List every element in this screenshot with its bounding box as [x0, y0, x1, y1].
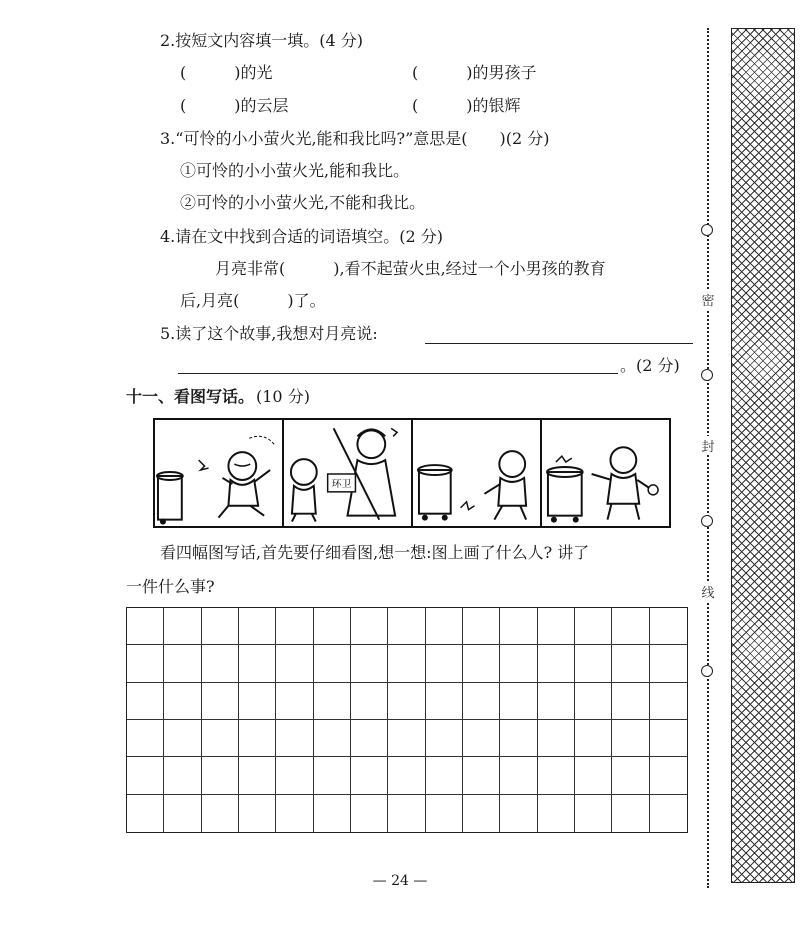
- grid-cell[interactable]: [314, 795, 351, 832]
- grid-cell[interactable]: [164, 683, 201, 720]
- section-11-title: 十一、看图写话。: [126, 387, 255, 406]
- grid-cell[interactable]: [500, 720, 537, 757]
- grid-cell[interactable]: [388, 757, 425, 794]
- grid-cell[interactable]: [314, 645, 351, 682]
- q4-line-2[interactable]: 后,月亮( )了。: [180, 291, 326, 310]
- grid-cell[interactable]: [127, 757, 164, 794]
- grid-cell[interactable]: [650, 608, 687, 645]
- grid-cell[interactable]: [575, 683, 612, 720]
- grid-cell[interactable]: [500, 645, 537, 682]
- grid-cell[interactable]: [463, 720, 500, 757]
- comic-panel-1: [155, 420, 284, 526]
- grid-cell[interactable]: [314, 608, 351, 645]
- grid-cell[interactable]: [202, 795, 239, 832]
- grid-cell[interactable]: [463, 645, 500, 682]
- grid-cell[interactable]: [276, 645, 313, 682]
- grid-cell[interactable]: [164, 795, 201, 832]
- grid-cell[interactable]: [239, 608, 276, 645]
- grid-cell[interactable]: [426, 720, 463, 757]
- grid-cell[interactable]: [426, 795, 463, 832]
- seal-char-2: 封: [700, 436, 716, 455]
- grid-cell[interactable]: [239, 645, 276, 682]
- q5-answer-line-1[interactable]: [425, 343, 693, 344]
- grid-cell[interactable]: [426, 757, 463, 794]
- grid-cell[interactable]: [538, 645, 575, 682]
- grid-cell[interactable]: [612, 720, 649, 757]
- binding-hole-1: [701, 224, 713, 236]
- grid-cell[interactable]: [127, 720, 164, 757]
- sanitation-sign-label: 环卫: [331, 478, 352, 490]
- seal-char-3: 线: [700, 582, 716, 601]
- grid-cell[interactable]: [612, 645, 649, 682]
- q3-option-1[interactable]: ①可怜的小小萤火光,能和我比。: [180, 161, 410, 180]
- grid-cell[interactable]: [276, 720, 313, 757]
- grid-cell[interactable]: [202, 757, 239, 794]
- grid-cell[interactable]: [164, 645, 201, 682]
- grid-cell[interactable]: [351, 757, 388, 794]
- comic-panel-4: [542, 420, 669, 526]
- grid-cell[interactable]: [202, 608, 239, 645]
- grid-cell[interactable]: [575, 720, 612, 757]
- grid-cell[interactable]: [426, 645, 463, 682]
- grid-cell[interactable]: [351, 683, 388, 720]
- comic-illustration-3: [413, 420, 540, 526]
- decorative-border-pattern: [731, 28, 795, 883]
- grid-cell[interactable]: [650, 720, 687, 757]
- grid-cell[interactable]: [463, 795, 500, 832]
- grid-cell[interactable]: [239, 795, 276, 832]
- grid-cell[interactable]: [239, 757, 276, 794]
- grid-cell[interactable]: [500, 683, 537, 720]
- grid-cell[interactable]: [650, 645, 687, 682]
- binding-hole-2: [701, 369, 713, 381]
- grid-cell[interactable]: [538, 720, 575, 757]
- grid-cell[interactable]: [650, 757, 687, 794]
- grid-cell[interactable]: [612, 683, 649, 720]
- grid-cell[interactable]: [276, 795, 313, 832]
- grid-cell[interactable]: [202, 645, 239, 682]
- grid-cell[interactable]: [239, 720, 276, 757]
- comic-panel-2: [284, 420, 413, 526]
- q4-line-1[interactable]: 月亮非常( ),看不起萤火虫,经过一个小男孩的教育: [215, 259, 606, 278]
- question-3-prompt[interactable]: 3.“可怜的小小萤火光,能和我比吗?”意思是( )(2 分): [160, 129, 550, 148]
- grid-cell[interactable]: [426, 683, 463, 720]
- grid-cell[interactable]: [426, 608, 463, 645]
- comic-panel-3: [413, 420, 542, 526]
- grid-cell[interactable]: [612, 795, 649, 832]
- page-number: — 24 —: [372, 873, 428, 889]
- grid-cell[interactable]: [314, 720, 351, 757]
- question-2-prompt: 2.按短文内容填一填。(4 分): [160, 31, 364, 50]
- grid-cell[interactable]: [612, 757, 649, 794]
- grid-cell[interactable]: [500, 757, 537, 794]
- grid-cell[interactable]: [388, 683, 425, 720]
- writing-instruction-line-2: 一件什么事?: [126, 577, 215, 596]
- comic-illustration-1: [155, 420, 282, 526]
- q2-blank-silver[interactable]: ( )的银辉: [412, 96, 521, 115]
- grid-cell[interactable]: [127, 683, 164, 720]
- grid-cell[interactable]: [314, 757, 351, 794]
- comic-illustration-4: [542, 420, 669, 526]
- grid-cell[interactable]: [351, 720, 388, 757]
- binding-hole-4: [701, 665, 713, 677]
- grid-cell[interactable]: [463, 683, 500, 720]
- q5-score: 。(2 分): [620, 356, 680, 375]
- grid-cell[interactable]: [575, 645, 612, 682]
- grid-cell[interactable]: [650, 795, 687, 832]
- comic-strip: [153, 418, 671, 528]
- grid-cell[interactable]: [164, 720, 201, 757]
- section-11-score: (10 分): [256, 387, 310, 406]
- grid-cell[interactable]: [314, 683, 351, 720]
- seal-dotted-line: [707, 28, 709, 888]
- grid-cell[interactable]: [612, 608, 649, 645]
- grid-cell[interactable]: [463, 608, 500, 645]
- grid-cell[interactable]: [575, 608, 612, 645]
- question-5-prompt: 5.读了这个故事,我想对月亮说:: [160, 324, 378, 343]
- q2-blank-boy[interactable]: ( )的男孩子: [412, 63, 537, 82]
- grid-cell[interactable]: [276, 608, 313, 645]
- grid-cell[interactable]: [127, 795, 164, 832]
- grid-cell[interactable]: [463, 757, 500, 794]
- grid-cell[interactable]: [575, 757, 612, 794]
- grid-cell[interactable]: [202, 720, 239, 757]
- writing-grid[interactable]: [126, 607, 688, 833]
- grid-cell[interactable]: [127, 608, 164, 645]
- q2-blank-clouds[interactable]: ( )的云层: [180, 96, 289, 115]
- grid-cell[interactable]: [239, 683, 276, 720]
- grid-cell[interactable]: [388, 608, 425, 645]
- q2-blank-light[interactable]: ( )的光: [180, 63, 273, 82]
- binding-hole-3: [701, 515, 713, 527]
- grid-cell[interactable]: [388, 795, 425, 832]
- grid-cell[interactable]: [575, 795, 612, 832]
- comic-illustration-2: [284, 420, 411, 526]
- grid-cell[interactable]: [538, 795, 575, 832]
- grid-cell[interactable]: [202, 683, 239, 720]
- grid-cell[interactable]: [388, 645, 425, 682]
- grid-cell[interactable]: [500, 795, 537, 832]
- question-4-prompt: 4.请在文中找到合适的词语填空。(2 分): [160, 227, 444, 246]
- grid-cell[interactable]: [388, 720, 425, 757]
- writing-instruction-line-1: 看四幅图写话,首先要仔细看图,想一想:图上画了什么人? 讲了: [160, 543, 590, 562]
- grid-cell[interactable]: [538, 757, 575, 794]
- grid-cell[interactable]: [538, 608, 575, 645]
- grid-cell[interactable]: [650, 683, 687, 720]
- grid-cell[interactable]: [276, 683, 313, 720]
- grid-cell[interactable]: [276, 757, 313, 794]
- seal-char-1: 密: [700, 290, 716, 309]
- q5-answer-line-2[interactable]: [178, 373, 618, 374]
- q3-option-2[interactable]: ②可怜的小小萤火光,不能和我比。: [180, 193, 426, 212]
- grid-cell[interactable]: [351, 795, 388, 832]
- grid-cell[interactable]: [164, 757, 201, 794]
- grid-cell[interactable]: [164, 608, 201, 645]
- grid-cell[interactable]: [538, 683, 575, 720]
- grid-cell[interactable]: [351, 608, 388, 645]
- grid-cell[interactable]: [127, 645, 164, 682]
- grid-cell[interactable]: [351, 645, 388, 682]
- grid-cell[interactable]: [500, 608, 537, 645]
